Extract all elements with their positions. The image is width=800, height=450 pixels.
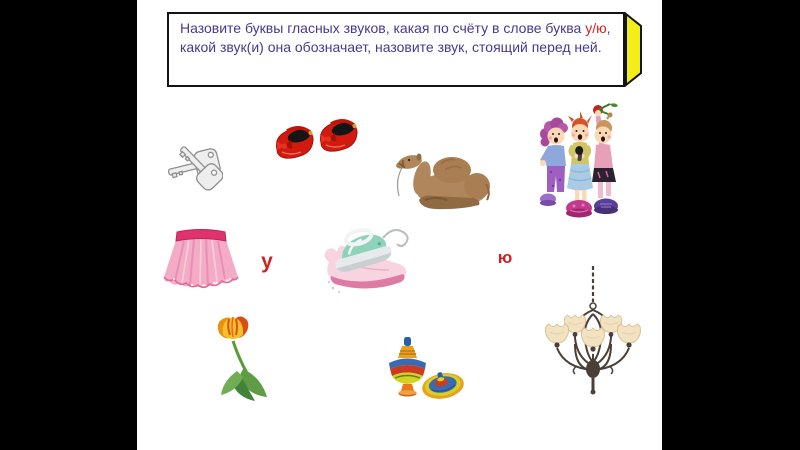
letter-yu: ю [497, 248, 513, 267]
camel-icon [389, 148, 493, 212]
letter-u: у [261, 250, 273, 273]
spinning-tops-icon [381, 336, 465, 404]
red-shoes-icon [274, 116, 362, 168]
slide [137, 0, 662, 450]
letterbox-left [0, 0, 137, 450]
chandelier-icon [543, 266, 643, 406]
task-text-part1: Назовите буквы гласных звуков, какая по счёту в слове буква [180, 20, 586, 36]
task-text-part2: , какой звук(и) она обозначает, назовите звук, стоящий перед ней. [180, 20, 611, 56]
task-text-highlight: у/ю [585, 20, 607, 36]
tulip-icon [203, 315, 275, 403]
pink-tutu-skirt-icon [162, 227, 240, 295]
yellow-fold-icon [625, 12, 643, 87]
task-text-box [167, 12, 625, 87]
singing-girls-icon [536, 100, 624, 225]
keys-icon [167, 144, 223, 210]
iron-on-cloth-icon [319, 226, 413, 298]
letterbox-right [662, 0, 800, 450]
